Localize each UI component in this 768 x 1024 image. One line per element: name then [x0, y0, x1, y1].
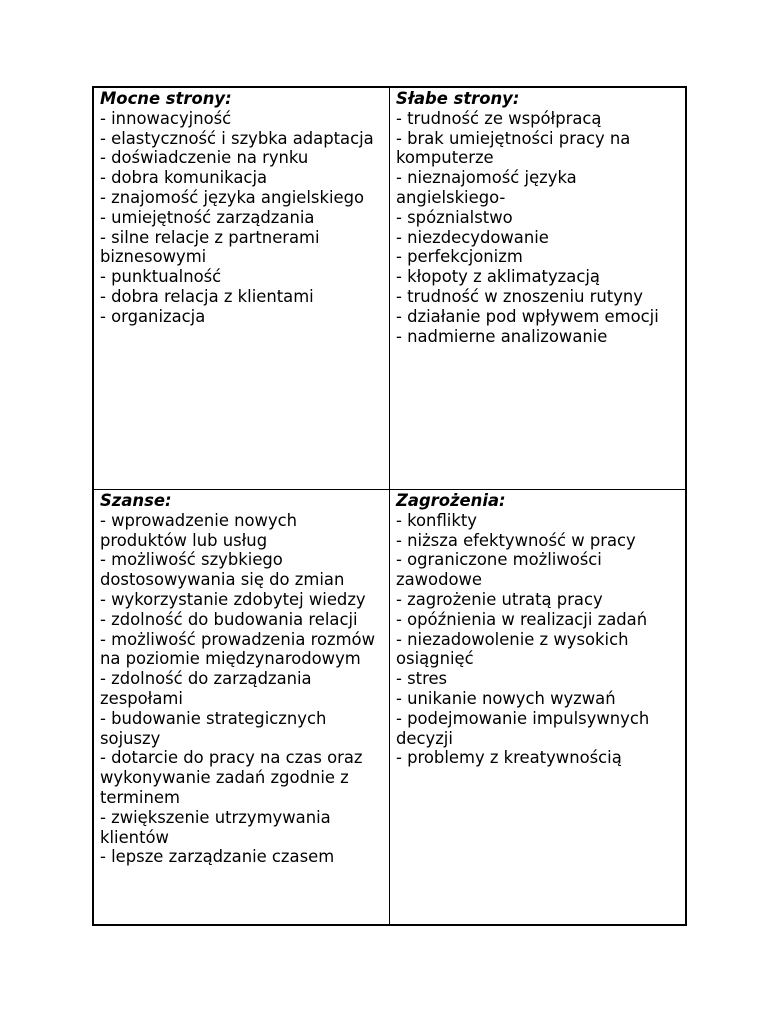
strengths-list	[100, 109, 383, 327]
threats-item: - konflikty	[396, 510, 477, 530]
strengths-cell	[94, 88, 390, 490]
threats-item: - unikanie nowych wyzwań	[396, 688, 616, 708]
opportunities-title: Szanse:	[100, 491, 172, 510]
strengths-item: - elastyczność i szybka adaptacja	[100, 128, 374, 148]
weaknesses-list	[396, 109, 679, 347]
threats-item: - niezadowolenie z wysokich osiągnięć	[396, 629, 629, 669]
weaknesses-cell	[390, 88, 685, 490]
threats-list	[396, 511, 679, 768]
swot-table	[92, 86, 687, 926]
opportunities-item: - lepsze zarządzanie czasem	[100, 847, 335, 867]
opportunities-item: - budowanie strategicznych sojuszy	[100, 708, 327, 748]
strengths-item: - silne relacje z partnerami biznesowymi	[100, 227, 320, 267]
weaknesses-item: - trudność w znoszeniu rutyny	[396, 286, 644, 306]
threats-item: - niższa efektywność w pracy	[396, 530, 636, 550]
opportunities-cell	[94, 490, 390, 924]
opportunities-item: - wprowadzenie nowych produktów lub usług	[100, 510, 298, 550]
threats-cell	[390, 490, 685, 924]
strengths-item: - dobra komunikacja	[100, 168, 268, 188]
threats-title: Zagrożenia:	[396, 491, 506, 510]
strengths-item: - doświadczenie na rynku	[100, 148, 309, 168]
strengths-item: - znajomość języka angielskiego	[100, 187, 365, 207]
threats-item: - zagrożenie utratą pracy	[396, 589, 603, 609]
weaknesses-item: - perfekcjonizm	[396, 247, 523, 267]
weaknesses-title: Słabe strony:	[396, 89, 520, 108]
weaknesses-item: - spóznialstwo	[396, 207, 513, 227]
weaknesses-item: - nieznajomość języka angielskiego-	[396, 168, 577, 207]
weaknesses-item: - trudność ze współpracą	[396, 108, 602, 128]
weaknesses-item: - działanie pod wpływem emocji	[396, 306, 659, 326]
weaknesses-item: - nadmierne analizowanie	[396, 326, 608, 346]
threats-item: - ograniczone możliwości zawodowe	[396, 550, 602, 590]
opportunities-item: - dotarcie do pracy na czas oraz wykonywanie zadań zgodnie z terminem	[100, 748, 363, 807]
strengths-item: - innowacyjność	[100, 108, 232, 128]
opportunities-item: - zdolność do zarządzania zespołami	[100, 669, 312, 708]
opportunities-item: - wykorzystanie zdobytej wiedzy	[100, 589, 366, 609]
strengths-item: - organizacja	[100, 306, 206, 326]
opportunities-item: - możliwość prowadzenia rozmów na poziomie międzynarodowym	[100, 629, 375, 669]
threats-item: - problemy z kreatywnością	[396, 748, 622, 768]
opportunities-item: - możliwość szybkiego dostosowywania się do zmian	[100, 550, 345, 590]
threats-item: - stres	[396, 669, 448, 689]
weaknesses-item: - kłopoty z aklimatyzacją	[396, 267, 600, 287]
strengths-item: - punktualność	[100, 267, 222, 287]
weaknesses-item: - niezdecydowanie	[396, 227, 549, 247]
opportunities-list	[100, 511, 383, 867]
weaknesses-item: - brak umiejętności pracy na komputerze	[396, 128, 631, 168]
strengths-title: Mocne strony:	[100, 89, 232, 108]
opportunities-item: - zdolność do budowania relacji	[100, 609, 358, 629]
strengths-item: - umiejętność zarządzania	[100, 207, 315, 227]
threats-item: - podejmowanie impulsywnych decyzji	[396, 708, 650, 748]
opportunities-item: - zwiększenie utrzymywania klientów	[100, 807, 331, 847]
threats-item: - opóźnienia w realizacji zadań	[396, 609, 648, 629]
strengths-item: - dobra relacja z klientami	[100, 286, 314, 306]
